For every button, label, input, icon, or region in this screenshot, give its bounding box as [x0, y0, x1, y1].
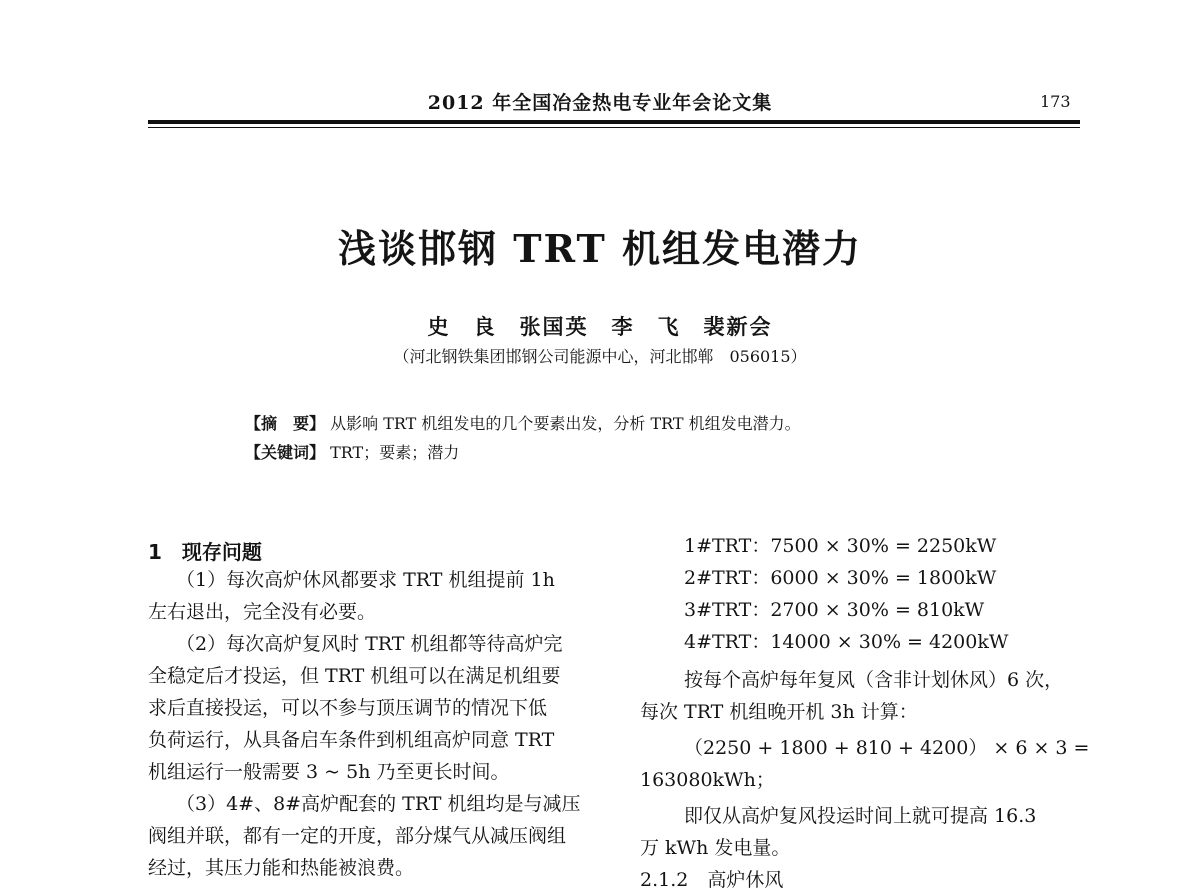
paper-title: 浅谈邯钢 TRT 机组发电潜力 — [338, 226, 862, 271]
paragraph-line: 每次 TRT 机组晚开机 3h 计算： — [640, 701, 918, 723]
page-number: 173 — [1040, 92, 1071, 111]
affiliation: （河北钢铁集团邯钢公司能源中心，河北邯郸 056015） — [393, 347, 807, 366]
paragraph-line: 全稳定后才投运，但 TRT 机组可以在满足机组要 — [148, 665, 561, 687]
keywords-label: 【关键词】 — [245, 443, 326, 462]
paragraph-line: 经过，其压力能和热能被浪费。 — [148, 857, 415, 879]
paragraph-line: （3）4#、8#高炉配套的 TRT 机组均是与减压 — [176, 793, 581, 815]
paragraph-line: 负荷运行，从具备启车条件到机组高炉同意 TRT — [148, 729, 555, 751]
subsection-heading: 2.1.2 高炉休风 — [640, 869, 784, 891]
paragraph-line: （2）每次高炉复风时 TRT 机组都等待高炉完 — [176, 633, 563, 655]
author-list: 史 良 张国英 李 飞 裴新会 — [427, 314, 773, 339]
keywords — [245, 440, 459, 463]
abstract-label: 【摘 要】 — [245, 414, 326, 433]
formula-line: 163080kWh； — [640, 769, 775, 791]
paragraph-line: （1）每次高炉休风都要求 TRT 机组提前 1h — [176, 569, 555, 591]
section-heading: 1 现存问题 — [148, 540, 262, 564]
abstract — [245, 411, 801, 434]
abstract-text: 从影响 TRT 机组发电的几个要素出发，分析 TRT 机组发电潜力。 — [330, 414, 801, 433]
formula-line: 2#TRT：6000 × 30% = 1800kW — [684, 567, 997, 589]
paragraph-line: 求后直接投运，可以不参与顶压调节的情况下低 — [148, 697, 548, 719]
paragraph-line: 阀组并联，都有一定的开度，部分煤气从减压阀组 — [148, 825, 567, 847]
keywords-text: TRT；要素；潜力 — [330, 443, 460, 462]
formula-line: 4#TRT：14000 × 30% = 4200kW — [684, 631, 1009, 653]
paragraph-line: 按每个高炉每年复风（含非计划休风）6 次， — [684, 669, 1064, 691]
header-rule-thin — [148, 127, 1080, 128]
paragraph-line: 机组运行一般需要 3 ~ 5h 乃至更长时间。 — [148, 761, 510, 783]
paragraph-line: 左右退出，完全没有必要。 — [148, 601, 377, 623]
paragraph-line: 万 kWh 发电量。 — [640, 837, 791, 859]
formula-line: （2250 + 1800 + 810 + 4200） × 6 × 3 = — [684, 737, 1090, 759]
paragraph-line: 即仅从高炉复风投运时间上就可提高 16.3 — [684, 805, 1037, 827]
formula-line: 1#TRT：7500 × 30% = 2250kW — [684, 535, 997, 557]
formula-line: 3#TRT：2700 × 30% = 810kW — [684, 599, 985, 621]
running-header-title: 2012 年全国冶金热电专业年会论文集 — [427, 92, 773, 114]
header-rule-thick — [148, 120, 1080, 124]
